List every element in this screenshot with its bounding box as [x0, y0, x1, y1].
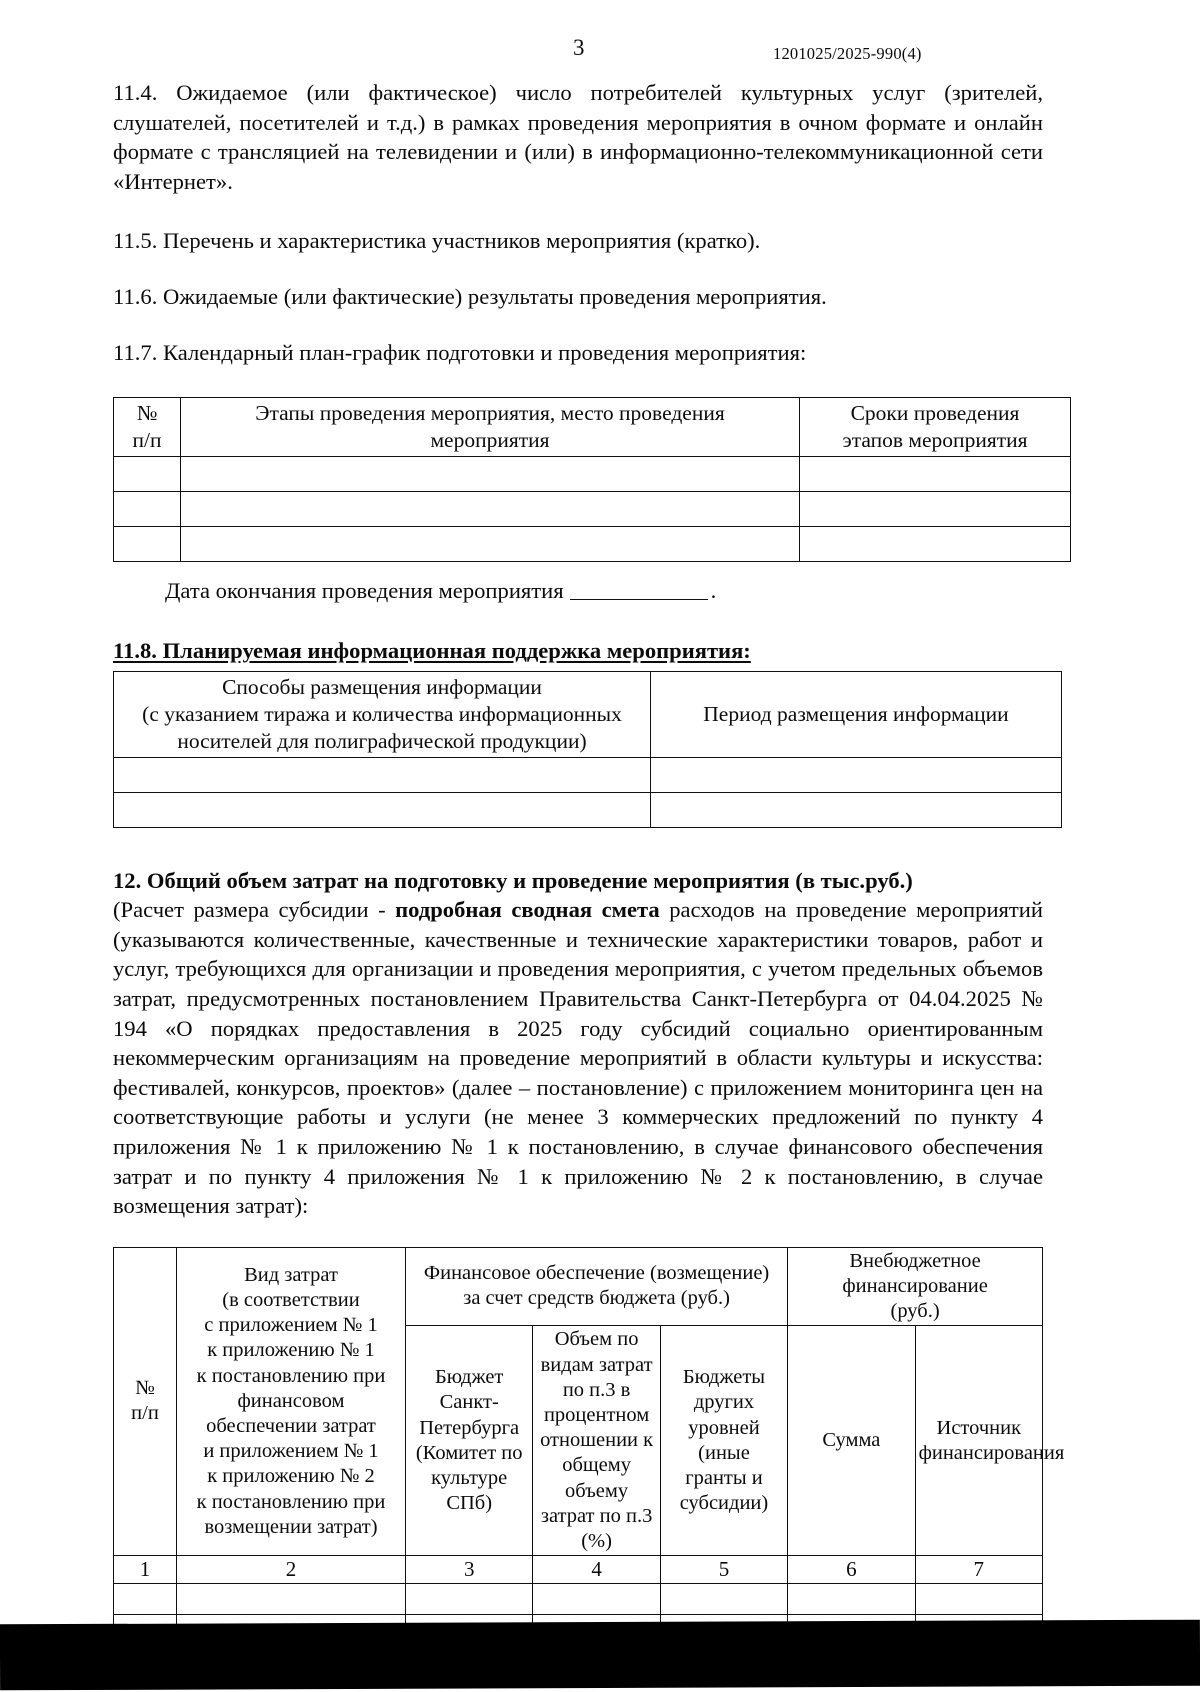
header-stages-line1: Этапы проведения мероприятия, место проведения [255, 401, 725, 426]
percent-line-7: затрат по п.3 [540, 1504, 653, 1527]
header-np-line2: п/п [131, 1402, 159, 1425]
header-cell-methods [114, 672, 651, 758]
section-12-text-part1: (Расчет размера субсидии - [113, 897, 396, 923]
cell-term[interactable] [800, 457, 1071, 492]
extra-group-line2: финансирование [842, 1274, 988, 1297]
table-header-row [114, 398, 1071, 457]
percent-line-8: (%) [581, 1529, 612, 1552]
percent-line-0: Объем по [554, 1328, 639, 1351]
kind-line-3: к приложению № 1 [207, 1339, 375, 1362]
document-code: 1201025/2025-990(4) [773, 44, 922, 63]
finance-group-line2: за счет средств бюджета (руб.) [463, 1287, 730, 1310]
section-12-bold-phrase: подробная сводная смета [395, 897, 660, 923]
cell-stage[interactable] [181, 527, 800, 562]
extra-group-line1: Внебюджетное [849, 1249, 981, 1272]
column-number-2: 2 [177, 1556, 406, 1584]
header-methods-line2: (с указанием тиража и количества информационных [142, 702, 622, 727]
redaction-bar [0, 1620, 1200, 1691]
info-support-table [113, 671, 1062, 828]
kind-line-4: к постановлению при [196, 1364, 386, 1387]
cell-number[interactable] [114, 527, 181, 562]
kind-line-8: к приложению № 2 [207, 1465, 375, 1488]
header-number-line1: № [136, 401, 158, 426]
header-methods-line3: носителей для полиграфической продукции) [177, 729, 587, 754]
end-date-blank[interactable] [570, 582, 708, 600]
column-number-7: 7 [915, 1556, 1042, 1584]
header-cell-spb-budget [406, 1326, 533, 1556]
kind-line-10: возмещении затрат) [204, 1515, 378, 1538]
header-np-line1: № [135, 1377, 155, 1400]
kind-line-9: к постановлению при [196, 1490, 386, 1513]
cell-stage[interactable] [181, 492, 800, 527]
table-row[interactable] [114, 793, 1062, 828]
source-line-0: Источник [936, 1416, 1022, 1439]
budget-line-1: Санкт- [439, 1391, 499, 1414]
other-line-1: других [693, 1391, 755, 1414]
header-cell-row-number [114, 1247, 177, 1555]
other-line-0: Бюджеты [682, 1366, 766, 1389]
header-group-budget-finance [406, 1247, 788, 1326]
cell-number[interactable] [114, 492, 181, 527]
percent-line-6: объему [565, 1479, 629, 1502]
column-number-5: 5 [660, 1556, 787, 1584]
finance-group-line1: Финансовое обеспечение (возмещение) [423, 1262, 770, 1285]
costs-column-numbers-row [114, 1556, 1043, 1584]
header-terms-line2: этапов мероприятия [842, 428, 1028, 453]
budget-line-2: Петербурга [419, 1416, 520, 1439]
page-header [113, 0, 1043, 78]
other-line-2: уровней [688, 1416, 760, 1439]
header-cell-funding-source [915, 1326, 1065, 1556]
column-number-3: 3 [406, 1556, 533, 1584]
percent-line-1: видам затрат [540, 1353, 653, 1376]
table-row[interactable] [114, 758, 1062, 793]
header-number-line2: п/п [132, 428, 162, 453]
schedule-table [113, 397, 1071, 562]
header-cell-sum: Сумма [788, 1326, 915, 1556]
budget-line-4: культуре [431, 1466, 508, 1489]
cell-method[interactable] [114, 758, 651, 793]
header-group-extrabudget [788, 1247, 1043, 1326]
table-row[interactable] [114, 527, 1071, 562]
percent-line-4: отношении к [540, 1429, 654, 1452]
page-content [113, 0, 1065, 1677]
costs-header-group-row [114, 1247, 1043, 1326]
cell-period[interactable] [651, 793, 1062, 828]
cell-row-number[interactable] [114, 1584, 177, 1615]
extra-group-line3: (руб.) [890, 1300, 940, 1323]
section-11-6-paragraph: 11.6. Ожидаемые (или фактические) результаты проведения мероприятия. [113, 283, 827, 309]
section-11-4-paragraph: 11.4. Ожидаемое (или фактическое) число потребителей культурных услуг (зрителей, слушателей, посетителей и т.д.) в рамках проведения мероприятия в очном формате и онлайн формате с трансляцией на телевидении и (или) в информационно-телекоммуникационной сети «Интернет». [113, 80, 1043, 194]
kind-line-7: и приложением № 1 [203, 1440, 379, 1463]
budget-line-0: Бюджет [434, 1366, 504, 1389]
percent-line-2: по п.3 в [562, 1378, 631, 1401]
percent-line-5: общему [562, 1454, 631, 1477]
header-methods-line1: Способы размещения информации [222, 675, 542, 700]
cell-method[interactable] [114, 793, 651, 828]
header-cell-period: Период размещения информации [651, 672, 1062, 758]
table-row[interactable] [114, 457, 1071, 492]
cell-stage[interactable] [181, 457, 800, 492]
header-terms-line1: Сроки проведения [850, 401, 1020, 426]
end-date-period: . [710, 578, 717, 604]
kind-line-1: (в соответствии [222, 1288, 360, 1311]
table-header-row [114, 672, 1062, 758]
kind-line-6: обеспечении затрат [206, 1415, 376, 1437]
cell-percent[interactable] [533, 1584, 660, 1615]
column-number-1: 1 [114, 1556, 177, 1584]
kind-line-0: Вид затрат [244, 1263, 338, 1286]
cell-sum[interactable] [788, 1584, 915, 1615]
section-12-text-part2: расходов на проведение мероприятий (указываются количественные, качественные и технические характеристики товаров, работ и услуг, требующихся для организации и проведения мероприятия, с учетом предельных объемов затрат, предусмотренных постановлением Правительства Санкт-Петербурга от 04.04.2025 № 194 «О порядках предоставления в 2025 году субсидий социально ориентированным некоммерческим организациям на проведение мероприятий в области культуры и искусства: фестивалей, конкурсов, проектов» (далее – постановление) с приложением мониторинга цен на соответствующие работы и услуги (не менее 3 коммерческих предложений по пункту 4 приложения № 1 к приложению № 1 к постановлению, в случае финансового обеспечения затрат и по пункту 4 приложения № 1 к приложению № 2 к постановлению, в случае возмещения затрат): [113, 897, 1043, 1219]
end-date-label: Дата окончания проведения мероприятия [165, 578, 564, 604]
section-12-title: 12. Общий объем затрат на подготовку и проведение мероприятия (в тыс.руб.) [113, 868, 913, 894]
cell-funding-source[interactable] [915, 1584, 1042, 1615]
budget-line-3: (Комитет по [415, 1441, 523, 1464]
header-cell-stages [181, 398, 800, 457]
kind-line-2: с приложением № 1 [204, 1314, 378, 1337]
header-stages-line2: мероприятия [430, 428, 550, 453]
table-row[interactable] [114, 1584, 1043, 1615]
header-cell-terms [800, 398, 1071, 457]
source-line-1: финансирования [918, 1441, 1065, 1464]
section-11-7-paragraph: 11.7. Календарный план-график подготовки и проведения мероприятия: [113, 339, 807, 365]
budget-line-5: СПб) [446, 1492, 493, 1515]
section-11-5-paragraph: 11.5. Перечень и характеристика участников мероприятия (кратко). [113, 228, 761, 254]
other-line-4: гранты и [685, 1466, 763, 1489]
cell-term[interactable] [800, 492, 1071, 527]
column-number-4: 4 [533, 1556, 660, 1584]
header-cell-other-budgets [660, 1326, 787, 1556]
cell-term[interactable] [800, 527, 1071, 562]
page-number: 3 [573, 35, 585, 60]
cell-spb-budget[interactable] [406, 1584, 533, 1615]
section-12-paragraph [113, 895, 1043, 1221]
costs-table [113, 1247, 1065, 1678]
kind-line-5: финансовом [237, 1389, 345, 1412]
cell-cost-kind[interactable] [177, 1584, 406, 1615]
table-row[interactable] [114, 492, 1071, 527]
header-cell-cost-kind [177, 1247, 406, 1555]
cell-period[interactable] [651, 758, 1062, 793]
section-11-8-heading: 11.8. Планируемая информационная поддержка мероприятия: [113, 638, 751, 664]
other-line-3: (иные [698, 1441, 750, 1464]
header-cell-percent-volume [533, 1326, 660, 1556]
cell-number[interactable] [114, 457, 181, 492]
other-line-5: субсидии) [679, 1492, 769, 1515]
percent-line-3: процентном [543, 1403, 650, 1426]
header-cell-number [114, 398, 181, 457]
cell-other-budgets[interactable] [660, 1584, 787, 1615]
column-number-6: 6 [788, 1556, 915, 1584]
end-date-line [113, 576, 1043, 606]
